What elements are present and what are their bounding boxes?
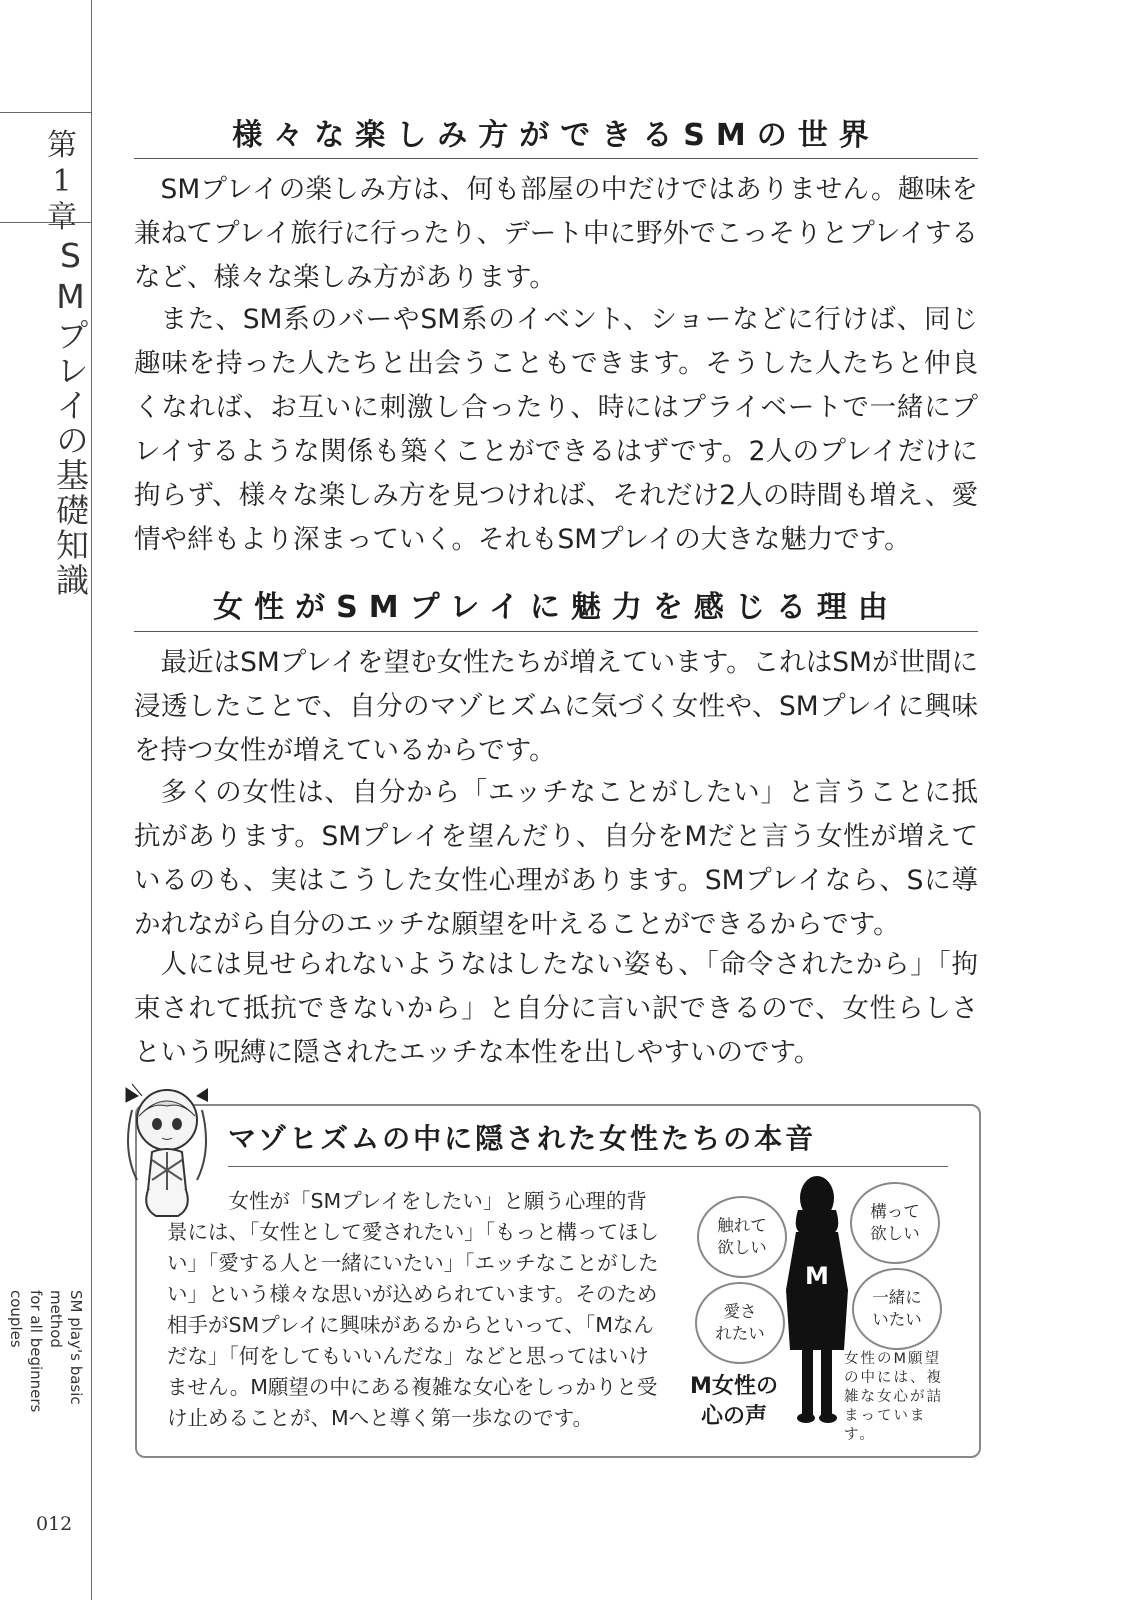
- series-subtitle-line: for all beginners couples: [7, 1290, 45, 1413]
- bubble-text: 構って 欲しい: [870, 1202, 920, 1243]
- figure-label: M: [805, 1262, 829, 1290]
- margin-tick: [0, 112, 91, 113]
- bubble-text: 触れて 欲しい: [717, 1216, 767, 1257]
- woman-silhouette: [782, 1170, 852, 1430]
- figure-note: 女性のM願望の中には、複雑な女心が詰まっています。: [844, 1351, 943, 1443]
- body-paragraph: 人には見せられないようなはしたない姿も、「命令されたから」「拘束されて抵抗できないから」と自分に言い訳できるので、女性らしさという呪縛に隠されたエッチな本性を出しやすいのです。: [134, 949, 978, 1068]
- body-paragraph: 最近はSMプレイを望む女性たちが増えています。これはSMが世間に浸透したことで、自分のマゾヒズムに気づく女性や、SMプレイに興味を持つ女性が増えているからです。: [134, 647, 978, 766]
- chapter-char: 第: [47, 128, 77, 163]
- chapter-title: SMプレイの基礎知識: [51, 236, 90, 598]
- page-number: 012: [36, 1513, 73, 1535]
- chapter-number: [38, 128, 86, 236]
- heading-rule: [134, 158, 978, 159]
- speech-bubble: [697, 1196, 787, 1278]
- series-subtitle-line: SM play's basic method: [47, 1290, 85, 1405]
- speech-bubble: [852, 1268, 942, 1350]
- section-heading: 様々な楽しみ方ができるSMの世界: [232, 118, 880, 153]
- series-subtitle: [7, 1290, 86, 1465]
- column-heading-rule: [228, 1166, 948, 1167]
- body-paragraph: SMプレイの楽しみ方は、何も部屋の中だけではありません。趣味を兼ねてプレイ旅行に行ったり、デート中に野外でこっそりとプレイするなど、様々な楽しみ方があります。: [134, 174, 978, 293]
- figure-caption-title: M女性の心の声: [690, 1374, 778, 1429]
- heading-rule: [134, 631, 978, 632]
- column-heading: マゾヒズムの中に隠された女性たちの本音: [228, 1122, 817, 1155]
- body-paragraph: また、SM系のバーやSM系のイベント、ショーなどに行けば、同じ趣味を持った人たちと出会うこともできます。そうした人たちと仲良くなれば、お互いに刺激し合ったり、時にはプライベートで一緒にプレイするような関係も築くことができるはずです。2人のプレイだけに拘らず、様々な楽しみ方を見つければ、それだけ2人の時間も増え、愛情や絆もより深まっていく。それもSMプレイの大きな魅力です。: [134, 304, 978, 555]
- chapter-char: 章: [47, 200, 77, 235]
- bubble-text: 愛さ れたい: [715, 1302, 765, 1343]
- body-paragraph: 多くの女性は、自分から「エッチなことがしたい」と言うことに抵抗があります。SMプレイを望んだり、自分をMだと言う女性が増えているのも、実はこうした女性心理があります。SMプレイなら、Sに導かれながら自分のエッチな願望を叶えることができるからです。: [134, 777, 978, 940]
- column-text: 女性が「SMプレイをしたい」と願う心理的背景には、「女性として愛されたい」「もっと構ってほしい」「愛する人と一緒にいたい」「エッチなことがしたい」という様々な思いが込められています。そのため相手がSMプレイに興味があるからといって、「Mなんだな」「何をしてもいいんだな」などと思ってはいけません。M願望の中にある複雑な女心をしっかりと受け止めることが、Mへと導く第一歩なのです。: [167, 1189, 659, 1430]
- speech-bubble: [695, 1282, 785, 1364]
- section-heading: 女性がSMプレイに魅力を感じる理由: [213, 590, 899, 625]
- chapter-char: 1: [52, 164, 72, 199]
- bubble-text: 一緒に いたい: [872, 1288, 922, 1329]
- speech-bubble: [850, 1182, 940, 1264]
